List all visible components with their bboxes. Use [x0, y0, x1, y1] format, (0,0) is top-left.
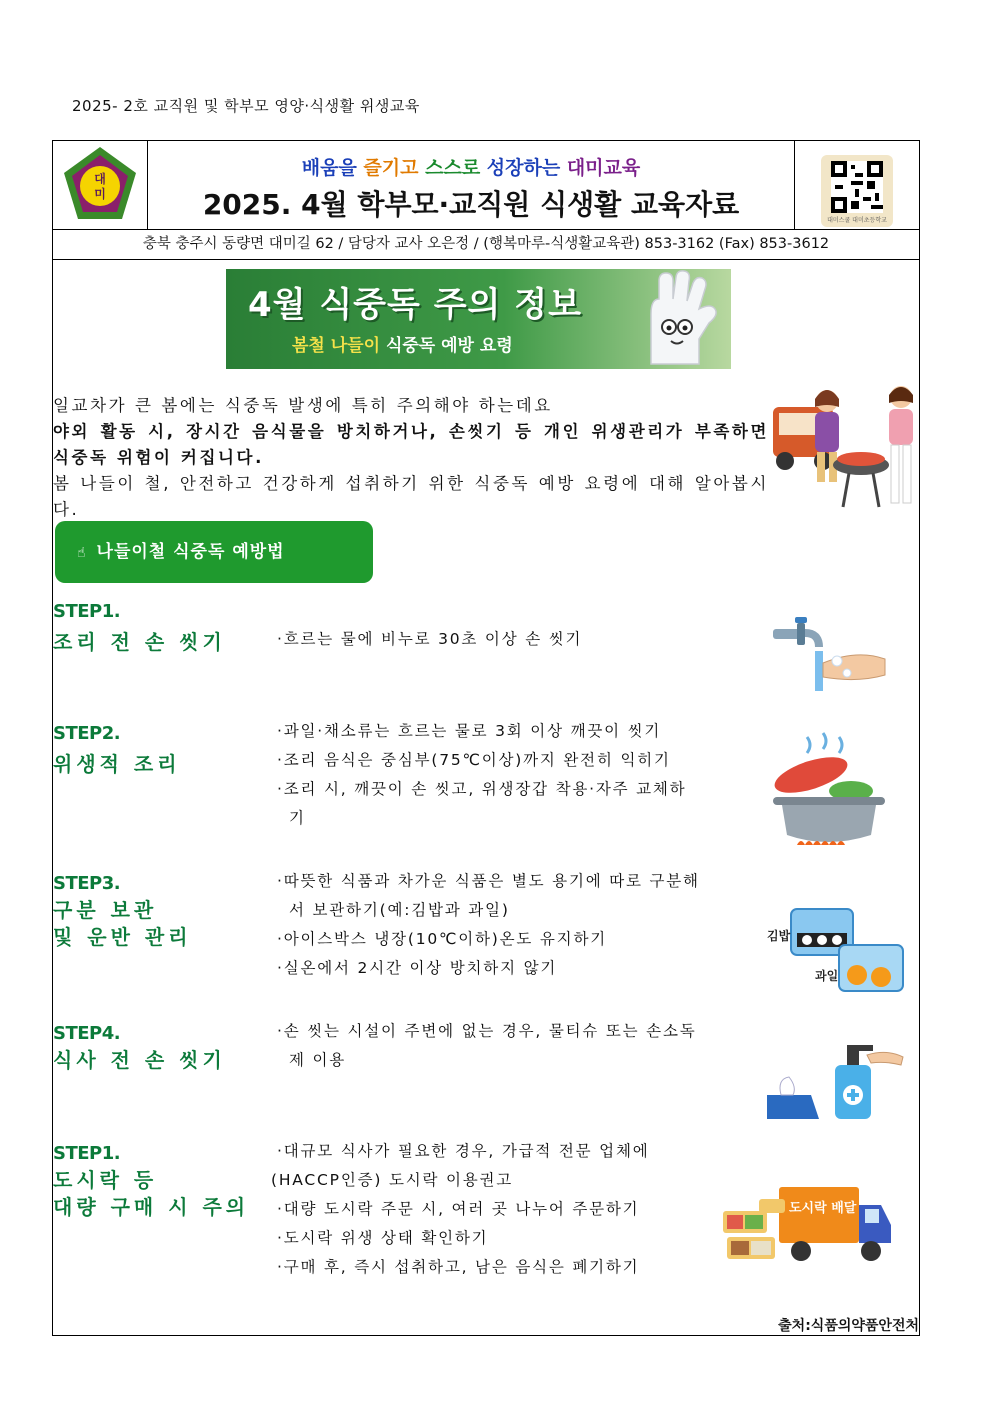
glove-mascot-icon: [621, 269, 731, 369]
picnic-barbecue-icon: [769, 377, 919, 517]
bullet-item: ·흐르는 물에 비누로 30초 이상 손 씻기: [277, 630, 583, 648]
bullet-item: ·조리 시, 깨끗이 손 씻고, 위생장갑 착용·자주 교체하: [277, 780, 687, 798]
banner-subtitle-rest: 식중독 예방 요령: [380, 336, 513, 356]
step-label: STEP3.: [53, 873, 121, 894]
qr-cell: [794, 141, 919, 229]
step-name-line: 식사 전 손 씻기: [53, 1048, 226, 1072]
intro-paragraph: [53, 393, 769, 523]
section-pill: [55, 521, 373, 583]
step-bullets: [271, 1137, 757, 1282]
handwashing-faucet-icon: [767, 613, 891, 693]
bullet-item: ·실온에서 2시간 이상 방치하지 않기: [277, 959, 558, 977]
page-title: 2025. 4월 학부모·교직원 식생활 교육자료: [202, 188, 740, 221]
step-bullets: [277, 867, 763, 983]
step-name-line: 조리 전 손 씻기: [53, 630, 226, 654]
hand-sanitizer-icon: [763, 1039, 907, 1123]
step-label: STEP2.: [53, 723, 121, 744]
step-name-line: 위생적 조리: [53, 752, 181, 776]
svg-text:미: 미: [94, 187, 106, 201]
step-bullets: [277, 625, 763, 654]
lunch-container-icon: [767, 905, 909, 1001]
emblem-text: 대: [94, 172, 106, 186]
bullet-item: 기: [289, 809, 306, 827]
fruit-label: 과일: [815, 969, 839, 983]
bullet-item: ·조리 음식은 중심부(75℃이상)까지 완전히 익히기: [277, 751, 671, 769]
banner-title: 4월 식중독 주의 정보: [248, 285, 582, 325]
thumbs-icon: ☝: [77, 545, 87, 561]
bullet-item: ·구매 후, 즉시 섭취하고, 남은 음식은 폐기하기: [277, 1258, 640, 1276]
slogan-part: 성장하는: [486, 157, 567, 179]
gimbap-label: 김밥: [767, 929, 791, 943]
header-table: [53, 141, 919, 230]
step-label: STEP1.: [53, 601, 121, 622]
bullet-item: ·대량 도시락 주문 시, 여러 곳 나누어 주문하기: [277, 1200, 640, 1218]
bullet-item: ·대규모 식사가 필요한 경우, 가급적 전문 업체에: [277, 1142, 650, 1160]
source-note: 출처:식품의약품안전처: [778, 1318, 919, 1334]
slogan-part: 대미교육: [566, 157, 641, 179]
banner-subtitle: [292, 331, 513, 356]
section-pill-label: 나들이철 식중독 예방법: [96, 542, 285, 562]
step-label: STEP1.: [53, 1143, 121, 1164]
step-name: [53, 1167, 249, 1221]
banner: [226, 269, 731, 369]
step-name-line: 대량 구매 시 주의: [53, 1195, 250, 1219]
intro-bold: 야외 활동 시, 장시간 음식물을 방치하거나, 손씻기 등 개인 위생관리가 부족하면 식중독 위험이 커집니다.: [53, 422, 769, 467]
step-name-line: 및 운반 관리: [53, 925, 192, 949]
bullet-item: 서 보관하기(예:김밥과 과일): [289, 901, 510, 919]
bullet-item: ·손 씻는 시설이 주변에 없는 경우, 물티슈 또는 손소독: [277, 1022, 697, 1040]
step-name-line: 도시락 등: [53, 1168, 158, 1192]
intro-line: 봄 나들이 철, 안전하고 건강하게 섭취하기 위한 식중독 예방 요령에 대해 알아봅시다.: [53, 474, 769, 519]
slogan-part: 스스로: [425, 157, 487, 179]
cooking-pot-icon: [767, 727, 891, 851]
step-label: STEP4.: [53, 1023, 121, 1044]
bullet-item: ·아이스박스 냉장(10℃이하)온도 유지하기: [277, 930, 608, 948]
qr-caption: 대미스쿨 대미초등학교: [827, 217, 887, 224]
qr-code-icon[interactable]: [831, 161, 883, 213]
lunchbox-delivery-illustration: [719, 1181, 895, 1269]
step-name-line: 구분 보관: [53, 898, 158, 922]
slogan-part: 배움을: [301, 157, 364, 179]
banner-subtitle-highlight: 봄철 나들이: [292, 336, 381, 356]
step-name: [53, 897, 192, 951]
delivery-label: 도시락 배달: [789, 1201, 857, 1216]
bullet-item: 제 이용: [289, 1051, 347, 1069]
step-bullets: [277, 1017, 763, 1075]
step-name: [53, 751, 181, 778]
bullet-item: ·따뜻한 식품과 차가운 식품은 별도 용기에 따로 구분해: [277, 872, 700, 890]
document-number-line: 2025- 2호 교직원 및 학부모 영양·식생활 위생교육: [72, 97, 420, 115]
food-containers-illustration: [767, 905, 909, 1001]
bullet-item: ·과일·채소류는 흐르는 물로 3회 이상 깨끗이 씻기: [277, 722, 662, 740]
school-emblem-icon: [60, 145, 140, 225]
document-frame: [52, 140, 920, 1336]
delivery-truck-icon: [719, 1181, 895, 1269]
bullet-item: ·도시락 위생 상태 확인하기: [277, 1229, 489, 1247]
step-name: [53, 629, 226, 656]
intro-line: 일교차가 큰 봄에는 식중독 발생에 특히 주의해야 하는데요: [53, 396, 553, 415]
school-logo-cell: [53, 141, 148, 229]
step-name: [53, 1047, 226, 1074]
bullet-item: (HACCP인증) 도시락 이용권고: [271, 1171, 514, 1189]
step-bullets: [277, 717, 763, 833]
contact-address: 충북 충주시 동량면 대미길 62 / 담당자 교사 오은정 / (행복마루-식생활교육관) 853-3162 (Fax) 853-3612: [53, 229, 919, 260]
qr-frame: [821, 155, 893, 227]
slogan-part: 즐기고: [363, 157, 426, 179]
slogan: [149, 153, 793, 180]
